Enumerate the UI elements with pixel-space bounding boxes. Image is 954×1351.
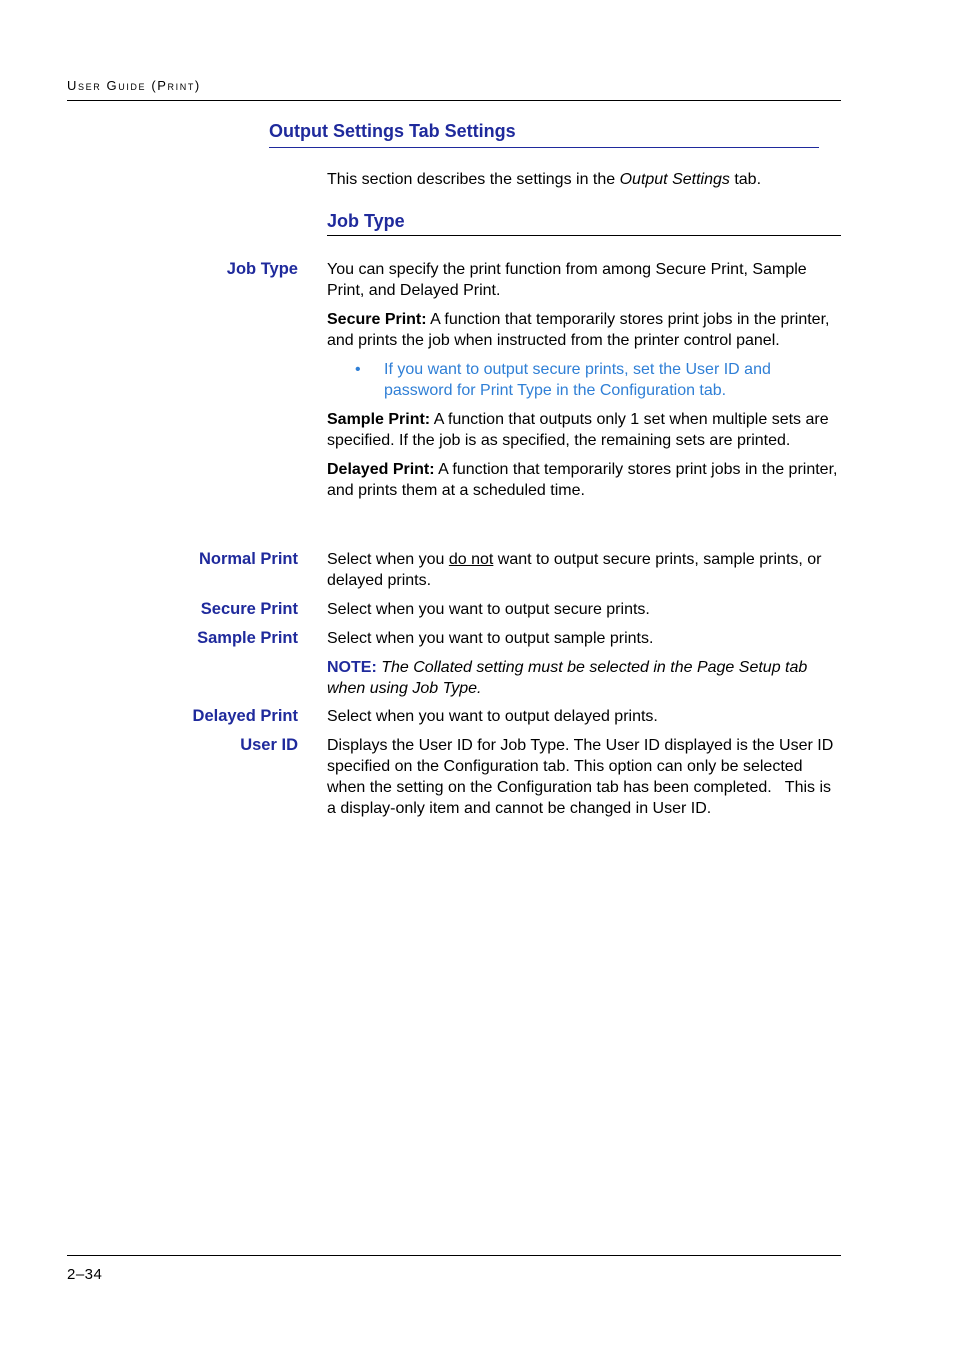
desc-normal-print [327, 549, 841, 591]
desc-secure-print: Select when you want to output secure prints. [327, 601, 650, 618]
desc-sample-print [327, 628, 841, 707]
header-rule [67, 100, 841, 101]
job-type-intro: You can specify the print function from among Secure Print, Sample Print, and Delayed Print. [327, 261, 807, 299]
note-text: The Collated setting must be selected in the Page Setup tab when using Job Type. [327, 659, 808, 697]
note [327, 657, 841, 699]
normal-print-underlined: do not [448, 551, 494, 568]
intro-text-post: tab. [729, 171, 762, 188]
delayed-print-text: A function that temporarily stores print jobs in the printer, and prints them at a scheduled time. [327, 461, 838, 499]
intro-text-em: Output Settings [619, 171, 730, 188]
sample-print-label: Sample Print: [327, 411, 431, 428]
term-job-type: Job Type [226, 260, 298, 278]
secure-print-label: Secure Print: [327, 311, 427, 328]
desc-user-id: Displays the User ID for Job Type. The User ID displayed is the User ID specified on the Configuration tab. This option can only be selected when the setting on the Configuration tab has been completed. This is a display-only item and cannot be changed in User ID. [327, 737, 838, 817]
normal-print-text-pre: Select when you [327, 551, 449, 568]
delayed-print-para [327, 459, 841, 501]
footer-rule [67, 1255, 841, 1256]
desc-delayed-print: Select when you want to output delayed prints. [327, 708, 658, 725]
sample-print-text: A function that outputs only 1 set when multiple sets are specified. If the job is as specified, the remaining sets are printed. [327, 411, 829, 449]
normal-print-text-post: want to output secure prints, sample prints, or delayed prints. [327, 551, 822, 589]
term-secure-print: Secure Print [200, 600, 298, 618]
secure-print-para [327, 309, 841, 351]
sample-print-desc: Select when you want to output sample prints. [327, 630, 654, 647]
term-delayed-print: Delayed Print [192, 707, 298, 725]
secure-print-bullet [327, 359, 841, 401]
term-normal-print: Normal Print [198, 550, 298, 568]
section-intro [327, 169, 841, 190]
desc-job-type [327, 259, 841, 509]
term-sample-print: Sample Print [197, 629, 298, 647]
bullet-text: If you want to output secure prints, set the User ID and password for Print Type in the Configuration tab. [384, 361, 771, 399]
bullet-icon: • [355, 361, 361, 378]
secure-print-text: A function that temporarily stores print jobs in the printer, and prints the job when instructed from the printer control panel. [327, 311, 830, 349]
running-head: User Guide (Print) [67, 78, 201, 93]
note-label: NOTE: [327, 659, 377, 676]
section-title: Output Settings Tab Settings [269, 121, 819, 148]
subsection-title: Job Type [327, 211, 841, 236]
sample-print-para [327, 409, 841, 451]
term-user-id: User ID [240, 736, 298, 754]
intro-text-pre: This section describes the settings in the [327, 171, 620, 188]
page-number: 2–34 [67, 1266, 103, 1283]
delayed-print-label: Delayed Print: [327, 461, 435, 478]
